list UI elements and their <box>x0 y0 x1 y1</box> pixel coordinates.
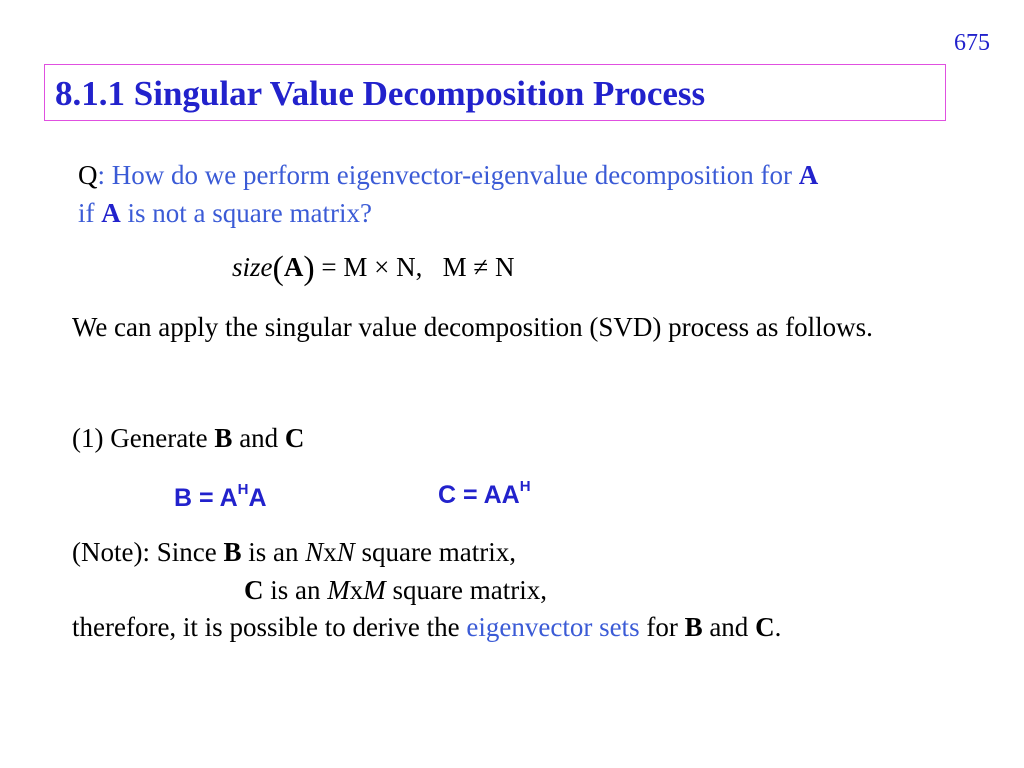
matrix-b-label: B <box>223 537 242 567</box>
question-rest: is not a square matrix? <box>127 198 372 228</box>
note-prefix: (Note): Since <box>72 537 217 567</box>
question-line-1 <box>78 160 818 191</box>
question-colon: : <box>97 160 106 190</box>
question-text: How do we perform eigenvector-eigenvalue decomposition for <box>111 160 792 190</box>
b-formula-lhs: B = A <box>174 484 238 512</box>
matrix-b-label: B <box>684 612 703 642</box>
matrix-b-label: B <box>214 423 233 453</box>
b-formula <box>174 481 267 513</box>
note-line-1 <box>72 537 516 568</box>
note-is-an: is an <box>270 575 321 605</box>
note-square-matrix: square matrix, <box>392 575 547 605</box>
note-line-2 <box>244 575 547 606</box>
note-and: and <box>709 612 749 642</box>
page-number: 675 <box>954 30 990 56</box>
matrix-a-label: A <box>101 198 121 228</box>
b-formula-rhs: A <box>248 484 267 512</box>
size-condition: M ≠ N <box>442 252 515 282</box>
note-therefore: therefore, it is possible to derive the <box>72 612 460 642</box>
dim-x: x <box>349 575 364 605</box>
dim-x: x <box>323 537 337 567</box>
size-rhs: = M × N, <box>321 252 423 282</box>
size-formula: size(A) = M × N, M ≠ N <box>232 250 515 287</box>
eigenvector-sets-highlight: eigenvector sets <box>466 612 640 642</box>
c-formula-sup: H <box>519 478 531 495</box>
matrix-c-label: C <box>755 612 775 642</box>
note-is-an: is an <box>248 537 299 567</box>
step-1 <box>72 423 304 454</box>
size-arg: A <box>283 252 304 282</box>
size-func: size <box>232 252 273 282</box>
page-title: 8.1.1 Singular Value Decomposition Process <box>55 74 706 113</box>
svd-paragraph: We can apply the singular value decomposition (SVD) process as follows. <box>72 312 873 342</box>
c-formula-lhs: C = AA <box>438 481 520 509</box>
question-if: if <box>78 198 95 228</box>
c-formula <box>438 478 531 510</box>
question-line-2 <box>78 198 372 229</box>
matrix-c-label: C <box>284 423 305 453</box>
step-1-and: and <box>239 423 279 453</box>
note-square-matrix: square matrix, <box>361 537 516 567</box>
question-prefix: Q <box>78 160 98 190</box>
note-period: . <box>774 612 782 642</box>
dim-n: N <box>336 537 355 567</box>
step-1-prefix: (1) Generate <box>72 423 208 453</box>
dim-m: M <box>363 575 386 605</box>
dim-n: N <box>305 537 324 567</box>
dim-m: M <box>327 575 350 605</box>
note-line-3 <box>72 612 781 643</box>
b-formula-sup: H <box>237 481 249 498</box>
matrix-c-label: C <box>244 575 264 605</box>
note-for: for <box>646 612 678 642</box>
matrix-a-label: A <box>798 160 819 190</box>
